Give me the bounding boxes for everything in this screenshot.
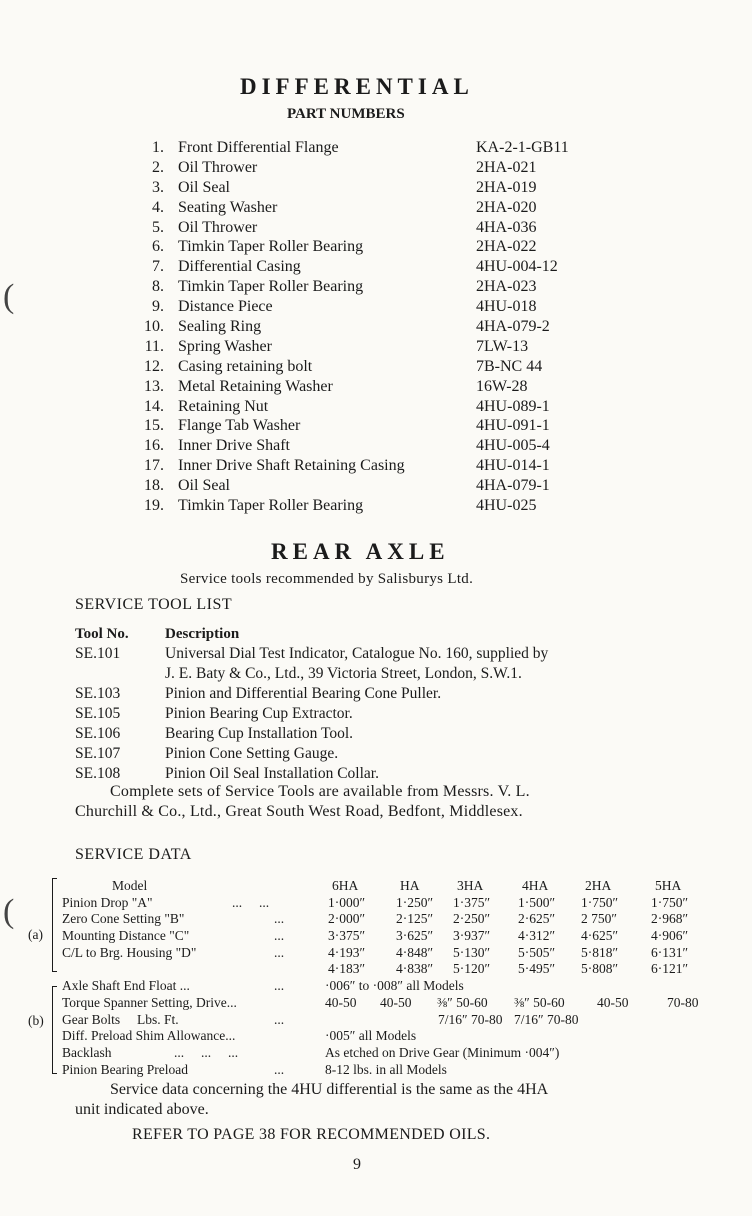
part-row xyxy=(138,476,608,496)
service-data-note-cont: unit indicated above. xyxy=(75,1101,209,1118)
preload-label: Pinion Bearing Preload xyxy=(62,1061,188,1077)
part-number: 4HU-004-12 xyxy=(476,258,558,276)
margin-bracket-mark: ( xyxy=(3,278,15,315)
part-index: 4. xyxy=(152,198,164,216)
tool-number-header: Tool No. xyxy=(75,626,129,642)
torque-value: ⅜″ 50-60 xyxy=(437,994,488,1010)
service-data-value: 2 750″ xyxy=(581,911,617,927)
shim-label: Diff. Preload Shim Allowance... xyxy=(62,1028,236,1044)
service-data-label: Mounting Distance "C" xyxy=(62,928,190,944)
part-number: 16W-28 xyxy=(476,377,528,395)
service-data-value: 5·120″ xyxy=(453,961,491,977)
backlash-label: Backlash xyxy=(62,1044,112,1060)
part-description: Oil Thrower xyxy=(178,158,258,176)
torque-value: 70-80 xyxy=(667,994,699,1010)
service-data-row xyxy=(62,911,742,928)
part-numbers-list xyxy=(138,138,608,516)
axle-float-value: ·006″ to ·008″ all Models xyxy=(325,978,464,994)
model-header: 4HA xyxy=(522,878,549,893)
service-data-row xyxy=(62,961,742,978)
service-data-value: 2·968″ xyxy=(651,911,689,927)
part-description: Differential Casing xyxy=(178,258,301,276)
part-index: 3. xyxy=(152,178,164,196)
service-data-value: 4·906″ xyxy=(651,928,689,944)
gear-bolts-value-3ha: 7/16″ 70-80 xyxy=(438,1011,503,1027)
service-data-dots: ... xyxy=(274,928,285,944)
group-a-brace xyxy=(52,878,57,972)
service-data-value: 5·808″ xyxy=(581,961,619,977)
group-a-label: (a) xyxy=(28,927,43,942)
part-number: 4HU-018 xyxy=(476,298,537,316)
service-data-value: 1·500″ xyxy=(518,894,556,910)
part-index: 17. xyxy=(144,457,164,475)
part-index: 6. xyxy=(152,238,164,256)
part-number: 4HU-091-1 xyxy=(476,417,550,435)
service-data-label: Pinion Drop "A" xyxy=(62,894,153,910)
part-index: 9. xyxy=(152,298,164,316)
part-description: Seating Washer xyxy=(178,198,278,216)
service-data-value: 2·000″ xyxy=(328,911,366,927)
part-row xyxy=(138,496,608,516)
model-header: 3HA xyxy=(457,878,484,893)
part-index: 1. xyxy=(152,139,164,156)
tool-description: Universal Dial Test Indicator, Catalogue No. 160, supplied by xyxy=(165,645,549,662)
service-data-row xyxy=(62,945,742,962)
page-number: 9 xyxy=(353,1156,361,1173)
service-data-value: 4·183″ xyxy=(328,961,366,977)
tool-row xyxy=(75,744,548,764)
group-b-label: (b) xyxy=(28,1013,44,1028)
service-data-value: 4·625″ xyxy=(581,928,619,944)
tool-number: SE.107 xyxy=(75,745,121,762)
part-row xyxy=(138,436,608,456)
part-row xyxy=(138,377,608,397)
part-index: 18. xyxy=(144,477,164,495)
tool-number: SE.105 xyxy=(75,705,121,722)
service-data-value: 2·250″ xyxy=(453,911,491,927)
part-description: Casing retaining bolt xyxy=(178,357,313,375)
model-header: HA xyxy=(400,878,420,893)
service-data-value: 4·193″ xyxy=(328,944,366,960)
preload-dots: ... xyxy=(274,1061,285,1077)
tool-description: Pinion and Differential Bearing Cone Puller. xyxy=(165,685,442,702)
tool-description: Bearing Cup Installation Tool. xyxy=(165,725,354,742)
model-header: 6HA xyxy=(332,878,359,893)
part-description: Oil Seal xyxy=(178,178,230,196)
tool-row xyxy=(75,704,548,724)
differential-title: DIFFERENTIAL xyxy=(240,74,474,99)
part-description: Sealing Ring xyxy=(178,318,262,336)
service-data-value: 6·121″ xyxy=(651,961,689,977)
service-data-value: 1·750″ xyxy=(651,894,689,910)
service-data-dots: ... xyxy=(274,944,285,960)
tool-row xyxy=(75,764,548,784)
axle-float-dots: ... xyxy=(274,978,285,994)
part-row xyxy=(138,237,608,257)
part-description: Distance Piece xyxy=(178,298,273,316)
model-header: 2HA xyxy=(585,878,612,893)
part-row xyxy=(138,158,608,178)
part-number: 4HU-005-4 xyxy=(476,437,550,455)
group-b-brace xyxy=(52,986,57,1074)
service-data-value: 4·312″ xyxy=(518,928,556,944)
complete-sets-text: Complete sets of Service Tools are available from Messrs. V. L. xyxy=(110,783,530,800)
service-data-row xyxy=(62,895,742,912)
tool-number: SE.108 xyxy=(75,765,121,782)
service-data-value: 2·125″ xyxy=(396,911,434,927)
part-number: 4HA-079-1 xyxy=(476,477,550,495)
tool-row xyxy=(75,664,548,684)
part-row xyxy=(138,397,608,417)
service-data-value: 5·505″ xyxy=(518,944,556,960)
part-index: 14. xyxy=(144,397,164,415)
complete-sets-text-cont: Churchill & Co., Ltd., Great South West Road, Bedfont, Middlesex. xyxy=(75,803,523,820)
service-data-value: 1·250″ xyxy=(396,894,434,910)
service-tool-table xyxy=(75,624,548,784)
tool-description: J. E. Baty & Co., Ltd., 39 Victoria Street, London, S.W.1. xyxy=(165,665,522,682)
part-row xyxy=(138,277,608,297)
part-description: Flange Tab Washer xyxy=(178,417,301,435)
part-description: Timkin Taper Roller Bearing xyxy=(178,278,364,296)
torque-value: 40-50 xyxy=(325,994,357,1010)
part-index: 12. xyxy=(144,357,164,375)
part-index: 10. xyxy=(144,318,164,336)
rear-axle-title: REAR AXLE xyxy=(271,539,450,564)
service-data-value: 3·375″ xyxy=(328,928,366,944)
part-row xyxy=(138,317,608,337)
service-data-value: 5·495″ xyxy=(518,961,556,977)
part-index: 7. xyxy=(152,258,164,276)
part-index: 16. xyxy=(144,437,164,455)
part-row xyxy=(138,357,608,377)
part-number: 2HA-021 xyxy=(476,158,537,176)
part-number: 7LW-13 xyxy=(476,337,529,355)
part-numbers-subtitle: PART NUMBERS xyxy=(287,106,405,122)
part-number: 4HU-014-1 xyxy=(476,457,550,475)
service-data-label: C/L to Brg. Housing "D" xyxy=(62,944,197,960)
part-index: 15. xyxy=(144,417,164,435)
service-data-value: 1·750″ xyxy=(581,894,619,910)
service-tool-list-heading: SERVICE TOOL LIST xyxy=(75,596,233,613)
tool-row xyxy=(75,684,548,704)
tool-description: Pinion Cone Setting Gauge. xyxy=(165,745,339,762)
part-row xyxy=(138,337,608,357)
tool-row xyxy=(75,724,548,744)
part-description: Retaining Nut xyxy=(178,397,269,415)
shim-value: ·005″ all Models xyxy=(325,1028,417,1044)
part-row xyxy=(138,218,608,238)
service-data-dots: ... ... xyxy=(232,894,270,910)
part-row xyxy=(138,297,608,317)
tool-description: Pinion Bearing Cup Extractor. xyxy=(165,705,353,722)
part-row xyxy=(138,257,608,277)
part-description: Inner Drive Shaft xyxy=(178,437,290,455)
torque-label: Torque Spanner Setting, Drive... xyxy=(62,994,237,1010)
part-number: 2HA-019 xyxy=(476,178,537,196)
part-row xyxy=(138,178,608,198)
part-number: 7B-NC 44 xyxy=(476,357,543,375)
part-index: 19. xyxy=(144,497,164,515)
part-description: Oil Thrower xyxy=(178,218,258,236)
service-data-value: 3·625″ xyxy=(396,928,434,944)
part-number: 2HA-020 xyxy=(476,198,537,216)
service-data-value: 5·818″ xyxy=(581,944,619,960)
part-description: Inner Drive Shaft Retaining Casing xyxy=(178,457,405,475)
gear-bolts-label: Gear Bolts Lbs. Ft. xyxy=(62,1011,179,1027)
service-data-value: 1·375″ xyxy=(453,894,491,910)
service-data-value: 6·131″ xyxy=(651,944,689,960)
part-row xyxy=(138,138,608,158)
part-number: 2HA-023 xyxy=(476,278,537,296)
part-index: 13. xyxy=(144,377,164,395)
part-number: 4HA-036 xyxy=(476,218,537,236)
part-number: 4HA-079-2 xyxy=(476,318,550,336)
gear-bolts-dots: ... xyxy=(274,1011,285,1027)
service-data-value: 4·848″ xyxy=(396,944,434,960)
service-data-row xyxy=(62,928,742,945)
service-data-value: 4·838″ xyxy=(396,961,434,977)
part-description: Timkin Taper Roller Bearing xyxy=(178,238,364,256)
service-data-value: 3·937″ xyxy=(453,928,491,944)
part-number: KA-2-1-GB11 xyxy=(476,139,569,156)
model-label: Model xyxy=(112,878,148,893)
rear-axle-subtitle: Service tools recommended by Salisburys Ltd. xyxy=(180,571,474,587)
part-index: 8. xyxy=(152,278,164,296)
description-header: Description xyxy=(165,626,240,642)
model-header: 5HA xyxy=(655,878,682,893)
gear-bolts-value-4ha: 7/16″ 70-80 xyxy=(514,1011,579,1027)
service-data-table xyxy=(62,878,742,1078)
service-data-note: Service data concerning the 4HU differential is the same as the 4HA xyxy=(110,1081,549,1098)
backlash-dots: ... ... ... xyxy=(174,1044,239,1060)
part-index: 5. xyxy=(152,218,164,236)
part-index: 2. xyxy=(152,158,164,176)
part-description: Metal Retaining Washer xyxy=(178,377,333,395)
part-index: 11. xyxy=(144,337,164,355)
part-number: 4HU-025 xyxy=(476,497,537,515)
service-data-value: 2·625″ xyxy=(518,911,556,927)
torque-value: ⅜″ 50-60 xyxy=(514,994,565,1010)
service-data-dots: ... xyxy=(274,911,285,927)
tool-number: SE.103 xyxy=(75,685,121,702)
torque-value: 40-50 xyxy=(597,994,629,1010)
tool-number: SE.106 xyxy=(75,725,121,742)
tool-number xyxy=(75,664,165,684)
axle-float-label: Axle Shaft End Float ... xyxy=(62,978,190,994)
service-data-value: 1·000″ xyxy=(328,894,366,910)
part-row xyxy=(138,456,608,476)
part-row xyxy=(138,416,608,436)
service-data-label: Zero Cone Setting "B" xyxy=(62,911,185,927)
tool-number: SE.101 xyxy=(75,645,121,662)
margin-bracket-mark: ( xyxy=(3,893,15,930)
service-data-value: 5·130″ xyxy=(453,944,491,960)
service-data-heading: SERVICE DATA xyxy=(75,846,192,863)
tool-description: Pinion Oil Seal Installation Collar. xyxy=(165,765,379,782)
torque-value: 40-50 xyxy=(380,994,412,1010)
refer-oils-note: REFER TO PAGE 38 FOR RECOMMENDED OILS. xyxy=(132,1126,491,1143)
part-description: Spring Washer xyxy=(178,337,272,355)
preload-value: 8-12 lbs. in all Models xyxy=(325,1061,447,1077)
part-description: Front Differential Flange xyxy=(178,139,339,156)
part-description: Timkin Taper Roller Bearing xyxy=(178,497,364,515)
part-number: 4HU-089-1 xyxy=(476,397,550,415)
backlash-value: As etched on Drive Gear (Minimum ·004″) xyxy=(325,1044,560,1060)
part-description: Oil Seal xyxy=(178,477,230,495)
part-number: 2HA-022 xyxy=(476,238,537,256)
part-row xyxy=(138,198,608,218)
tool-row xyxy=(75,644,548,664)
